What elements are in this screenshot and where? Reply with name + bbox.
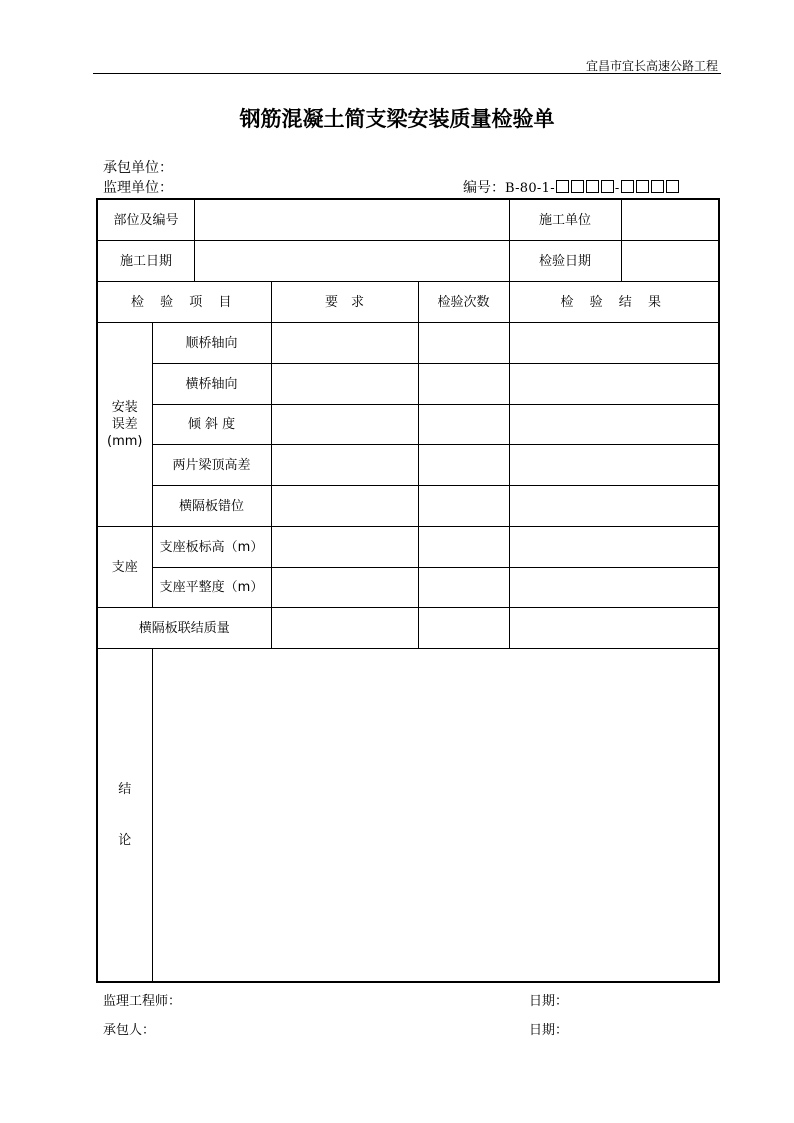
construction-unit-field[interactable] bbox=[622, 200, 719, 240]
contractor-unit-label: 承包单位： bbox=[103, 160, 173, 176]
count-cell[interactable] bbox=[418, 323, 509, 364]
form-code bbox=[463, 177, 680, 197]
result-cell[interactable] bbox=[509, 323, 719, 364]
requirement-cell[interactable] bbox=[271, 364, 418, 405]
construction-date-field[interactable] bbox=[271, 241, 509, 282]
count-cell[interactable] bbox=[418, 405, 509, 445]
form-code-label: 编号： bbox=[463, 180, 505, 196]
table-header-row bbox=[97, 282, 719, 323]
code-box[interactable] bbox=[556, 180, 569, 193]
item-label: 顺桥轴向 bbox=[152, 323, 271, 364]
conclusion-row bbox=[97, 649, 719, 982]
count-cell[interactable] bbox=[418, 608, 509, 649]
project-name: 宜昌市宜长高速公路工程 bbox=[585, 59, 718, 73]
header-divider bbox=[93, 73, 721, 74]
requirement-cell[interactable] bbox=[271, 608, 418, 649]
result-cell[interactable] bbox=[509, 445, 719, 486]
inspection-date-field[interactable] bbox=[622, 241, 719, 281]
construction-date-field-left[interactable] bbox=[195, 241, 271, 281]
requirement-cell[interactable] bbox=[271, 486, 418, 527]
count-cell[interactable] bbox=[418, 486, 509, 527]
install-error-label-line2: 误差 bbox=[111, 417, 138, 432]
conclusion-gap bbox=[98, 798, 152, 832]
item-label: 支座板标高（m） bbox=[152, 527, 271, 568]
result-cell[interactable] bbox=[509, 527, 719, 568]
count-cell[interactable] bbox=[418, 527, 509, 568]
inspection-date-cell bbox=[509, 241, 719, 282]
table-row bbox=[97, 568, 719, 608]
conclusion-char-2: 论 bbox=[118, 832, 132, 848]
part-number-field-left[interactable] bbox=[195, 200, 271, 240]
column-header-requirement: 要 求 bbox=[271, 282, 418, 323]
item-label: 横隔板联结质量 bbox=[97, 608, 271, 649]
requirement-cell[interactable] bbox=[271, 568, 418, 608]
result-cell[interactable] bbox=[509, 364, 719, 405]
item-label: 倾 斜 度 bbox=[152, 405, 271, 445]
construction-unit-cell bbox=[509, 199, 719, 241]
table-row bbox=[97, 199, 719, 241]
part-number-label: 部位及编号 bbox=[98, 200, 195, 240]
form-title: 钢筋混凝土简支梁安装质量检验单 bbox=[239, 106, 555, 131]
form-code-prefix: B-80-1- bbox=[505, 181, 555, 196]
code-box[interactable] bbox=[621, 180, 634, 193]
part-number-field[interactable] bbox=[271, 199, 509, 241]
conclusion-label bbox=[97, 649, 152, 982]
table-row bbox=[97, 486, 719, 527]
construction-date-cell bbox=[97, 241, 271, 282]
item-label: 横桥轴向 bbox=[152, 364, 271, 405]
code-box[interactable] bbox=[651, 180, 664, 193]
code-box[interactable] bbox=[601, 180, 614, 193]
item-label: 支座平整度（m） bbox=[152, 568, 271, 608]
code-box[interactable] bbox=[666, 180, 679, 193]
code-box[interactable] bbox=[571, 180, 584, 193]
inspection-date-label: 检验日期 bbox=[510, 241, 622, 281]
count-cell[interactable] bbox=[418, 364, 509, 405]
column-header-result: 检 验 结 果 bbox=[509, 282, 719, 323]
result-cell[interactable] bbox=[509, 568, 719, 608]
code-box[interactable] bbox=[636, 180, 649, 193]
supervisor-unit-label: 监理单位： bbox=[103, 180, 173, 196]
conclusion-field[interactable] bbox=[152, 649, 719, 982]
install-error-label-line1: 安装 bbox=[111, 400, 138, 415]
requirement-cell[interactable] bbox=[271, 445, 418, 486]
requirement-cell[interactable] bbox=[271, 405, 418, 445]
count-cell[interactable] bbox=[418, 568, 509, 608]
conclusion-char-1: 结 bbox=[118, 781, 132, 797]
requirement-cell[interactable] bbox=[271, 323, 418, 364]
table-row bbox=[97, 405, 719, 445]
support-group-label: 支座 bbox=[97, 527, 152, 608]
construction-unit-label: 施工单位 bbox=[510, 200, 622, 240]
table-row bbox=[97, 323, 719, 364]
requirement-cell[interactable] bbox=[271, 527, 418, 568]
table-row bbox=[97, 445, 719, 486]
install-error-group-label bbox=[97, 323, 152, 527]
engineer-date-label: 日期： bbox=[529, 994, 569, 1009]
construction-date-label: 施工日期 bbox=[98, 241, 195, 281]
form-code-separator: - bbox=[614, 181, 620, 196]
code-box[interactable] bbox=[586, 180, 599, 193]
inspection-table-grid bbox=[96, 198, 720, 983]
supervising-engineer-label: 监理工程师： bbox=[103, 994, 182, 1009]
install-error-label-unit: (mm) bbox=[107, 434, 143, 449]
result-cell[interactable] bbox=[509, 405, 719, 445]
table-row bbox=[97, 241, 719, 282]
contractor-date-label: 日期： bbox=[529, 1023, 569, 1038]
count-cell[interactable] bbox=[418, 445, 509, 486]
table-row bbox=[97, 527, 719, 568]
item-label: 横隔板错位 bbox=[152, 486, 271, 527]
table-row bbox=[97, 364, 719, 405]
result-cell[interactable] bbox=[509, 608, 719, 649]
table-row bbox=[97, 608, 719, 649]
column-header-item: 检 验 项 目 bbox=[97, 282, 271, 323]
contractor-signature-label: 承包人： bbox=[103, 1023, 156, 1038]
column-header-count: 检验次数 bbox=[418, 282, 509, 323]
item-label: 两片梁顶高差 bbox=[152, 445, 271, 486]
result-cell[interactable] bbox=[509, 486, 719, 527]
part-number-cell bbox=[97, 199, 271, 241]
